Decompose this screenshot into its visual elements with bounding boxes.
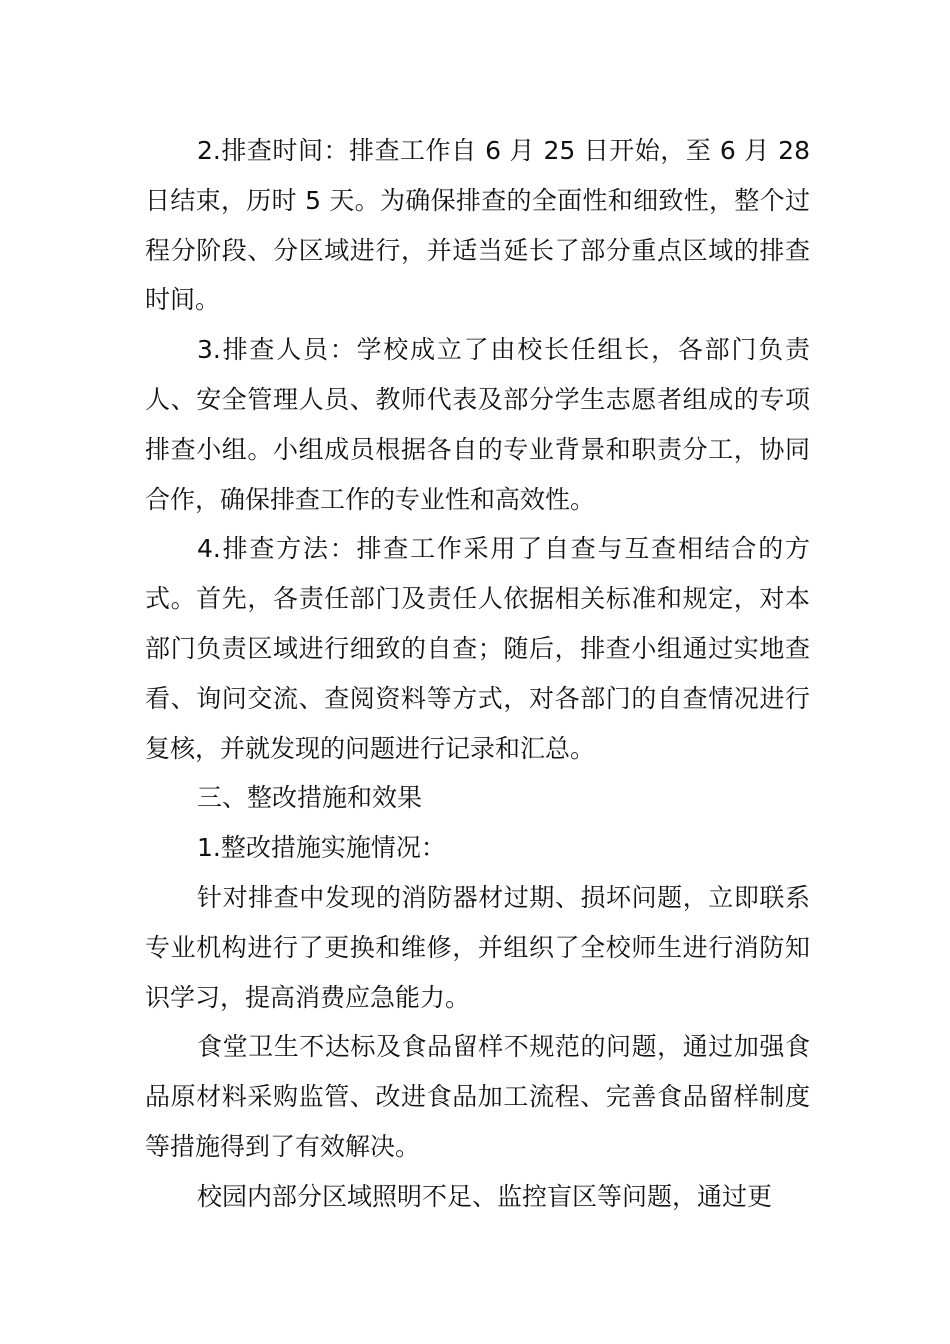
subheading-implementation: 1.整改措施实施情况： [197, 833, 446, 863]
paragraph-inspection-personnel: 3.排查人员：学校成立了由校长任组长，各部门负责人、安全管理人员、教师代表及部分学生志愿者组成的专项排查小组。小组成员根据各自的专业背景和职责分工，协同合作，确保排查工作的专业性和高效性。 [145, 335, 810, 514]
paragraph-canteen-hygiene: 食堂卫生不达标及食品留样不规范的问题，通过加强食品原材料采购监管、改进食品加工流程、完善食品留样制度等措施得到了有效解决。 [145, 1032, 810, 1161]
paragraph-lighting-monitoring: 校园内部分区域照明不足、监控盲区等问题，通过更 [197, 1181, 773, 1211]
paragraph-inspection-time: 2.排查时间：排查工作自 6 月 25 日开始，至 6 月 28 日结束，历时 5 天。为确保排查的全面性和细致性，整个过程分阶段、分区域进行，并适当延长了部分重点区域的排查时间。 [145, 136, 810, 315]
document-body [145, 126, 810, 1222]
paragraph-inspection-method: 4.排查方法：排查工作采用了自查与互查相结合的方式。首先，各责任部门及责任人依据相关标准和规定，对本部门负责区域进行细致的自查；随后，排查小组通过实地查看、询问交流、查阅资料等方式，对各部门的自查情况进行复核，并就发现的问题进行记录和汇总。 [145, 534, 810, 763]
section-heading-rectification: 三、整改措施和效果 [197, 783, 423, 813]
paragraph-fire-equipment: 针对排查中发现的消防器材过期、损坏问题，立即联系专业机构进行了更换和维修，并组织了全校师生进行消防知识学习，提高消费应急能力。 [145, 882, 810, 1012]
